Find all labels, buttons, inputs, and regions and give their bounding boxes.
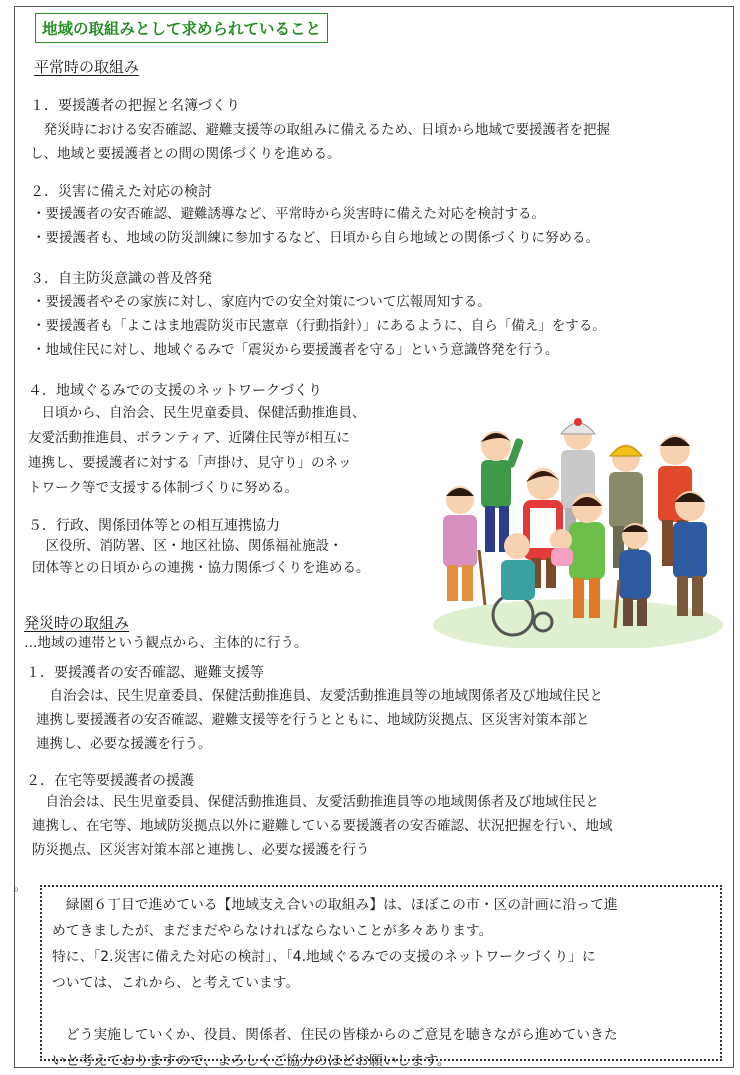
text-line: トワーク等で支援する体制づくりに努める。: [28, 480, 298, 496]
item-heading: ４．地域ぐるみでの支援のネットワークづくり: [28, 383, 322, 399]
text-line: 連携し、在宅等、地域防災拠点以外に避難している要援護者の安否確認、状況把握を行い、地域: [32, 818, 613, 834]
notice-line: いと考えておりますので、よろしくご協力のほどお願いします。: [52, 1053, 451, 1069]
text-line: 連携し要援護者の安否確認、避難支援等を行うとともに、地域防災拠点、区災害対策本部と: [36, 712, 590, 728]
community-illustration: [433, 410, 723, 648]
notice-line: めてきましたが、まだまだやらなければならないことが多々あります。: [52, 923, 493, 939]
item-heading: ５．行政、関係団体等との相互連携協力: [28, 518, 280, 534]
text-line: ・地域住民に対し、地域ぐるみで「震災から要援護者を守る」という意識啓発を行う。: [32, 342, 559, 358]
person-man-blue: [673, 491, 707, 616]
text-line: 連携し、要援護者に対する「声掛け、見守り」のネッ: [28, 455, 352, 471]
item-text: [32, 535, 370, 579]
text-line: 自治会は、民生児童委員、保健活動推進員、友愛活動推進員等の地域関係者及び地域住民と: [36, 688, 603, 704]
text-line: ・要援護者やその家族に対し、家庭内での安全対策について広報周知する。: [32, 294, 491, 310]
stray-mark: 。: [14, 879, 27, 893]
item-text: [32, 790, 613, 862]
item-text: [28, 401, 366, 501]
disaster-note: …地域の連帯という観点から、主体的に行う。: [24, 635, 308, 651]
text-line: 友愛活動推進員、ボランティア、近隣住民等が相互に: [28, 430, 350, 446]
item-heading: ２．災害に備えた対応の検討: [30, 184, 212, 200]
section-heading-disaster: 発災時の取組み: [24, 614, 130, 632]
person-worker-helmet: [609, 444, 643, 568]
item-text: [36, 684, 603, 756]
item-heading: ３．自主防災意識の普及啓発: [30, 271, 212, 287]
text-line: 発災時における安否確認、避難支援等の取組みに備えるため、日頃から地域で要援護者を把握: [30, 122, 610, 138]
notice-line: ついては、これから、と考えています。: [52, 975, 300, 991]
item-text: [32, 202, 599, 250]
item-heading: ２．在宅等要援護者の援護: [26, 773, 194, 789]
text-line: し、地域と要援護者との間の関係づくりを進める。: [30, 146, 341, 162]
section-heading-normal: 平常時の取組み: [34, 58, 140, 76]
page-title: 地域の取組みとして求められていること: [35, 13, 328, 43]
item-text: [32, 290, 606, 362]
text-line: ・要援護者も、地域の防災訓練に参加するなど、日頃から自ら地域との関係づくりに努める。: [32, 230, 599, 246]
text-line: 日頃から、自治会、民生児童委員、保健活動推進員、: [28, 405, 366, 421]
notice-line: 特に、「2.災害に備えた対応の検討」、「4.地域ぐるみでの支援のネットワークづくり」に: [52, 949, 596, 965]
notice-line: どう実施していくか、役員、関係者、住民の皆様からのご意見を聴きながら進めていきた: [52, 1027, 618, 1043]
notice-line: 緑園６丁目で進めている【地域支え合いの取組み】は、ほぼこの市・区の計画に沿って進: [52, 897, 618, 913]
person-old-man-left: [443, 486, 485, 605]
item-text: [30, 118, 610, 166]
text-line: 連携し、必要な援護を行う。: [36, 736, 212, 752]
text-line: ・要援護者も「よこはま地震防災市民憲章（行動指針）」にあるように、自ら「備え」をする。: [32, 318, 606, 334]
notice-line: [52, 996, 712, 1022]
item-heading: １．要援護者の安否確認、避難支援等: [26, 665, 264, 681]
notice-box: [40, 885, 722, 1069]
text-line: 区役所、消防署、区・地区社協、関係福祉施設・: [32, 538, 343, 554]
text-line: 自治会は、民生児童委員、保健活動推進員、友愛活動推進員等の地域関係者及び地域住民と: [32, 794, 599, 810]
text-line: ・要援護者の安否確認、避難誘導など、平常時から災害時に備えた対応を検討する。: [32, 206, 545, 222]
text-line: 防災拠点、区災害対策本部と連携し、必要な援護を行う: [32, 842, 370, 858]
text-line: 団体等との日頃からの連携・協力関係づくりを進める。: [32, 560, 370, 576]
item-heading: １．要援護者の把握と名簿づくり: [30, 98, 240, 114]
